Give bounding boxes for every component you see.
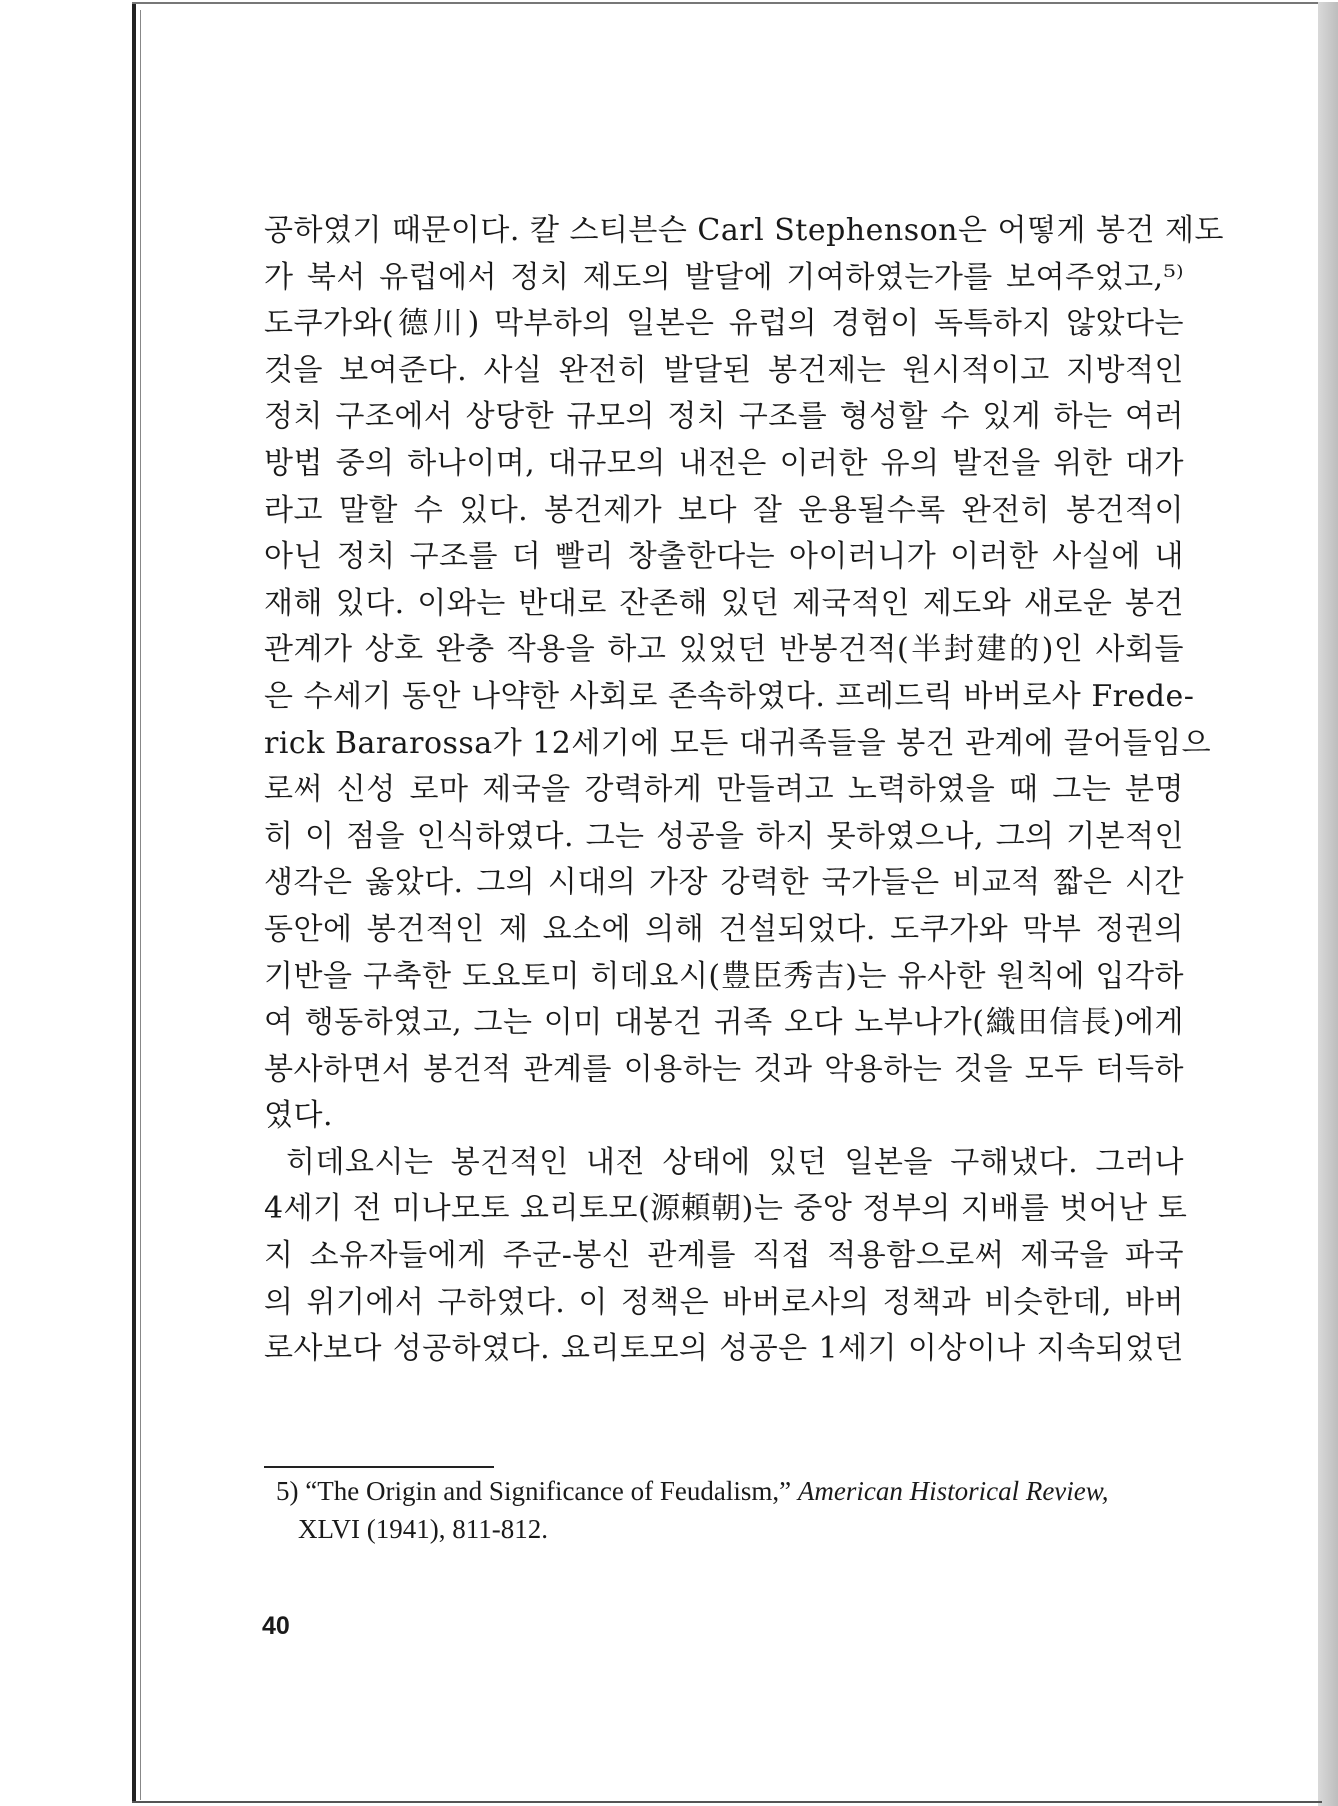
footnote-number: 5) — [276, 1476, 299, 1506]
body-line: 공하였기 때문이다. 칼 스티븐슨 Carl Stephenson은 어떻게 봉건 제도 — [264, 213, 1224, 248]
footnote-journal: American Historical Review, — [797, 1476, 1109, 1506]
body-line: 생각은 옳았다. 그의 시대의 가장 강력한 국가들은 비교적 짧은 시간 — [264, 865, 1184, 901]
body-line: 봉사하면서 봉건적 관계를 이용하는 것과 악용하는 것을 모두 터득하 — [264, 1051, 1184, 1087]
footnote — [276, 1472, 1184, 1548]
body-line: 4세기 전 미나모토 요리토모(源頼朝)는 중앙 정부의 지배를 벗어난 토 — [264, 1191, 1188, 1227]
body-line: 가 북서 유럽에서 정치 제도의 발달에 기여하였는가를 보여주었고,⁵⁾ — [264, 259, 1184, 295]
body-line: 은 수세기 동안 나약한 사회로 존속하였다. 프레드릭 바버로사 Frede- — [264, 678, 1195, 714]
body-line: 히 이 점을 인식하였다. 그는 성공을 하지 못하였으나, 그의 기본적인 — [264, 818, 1184, 854]
body-line: 여 행동하였고, 그는 이미 대봉건 귀족 오다 노부나가(織田信長)에게 — [264, 1005, 1184, 1041]
footnote-volume: XLVI (1941), 811-812. — [298, 1514, 548, 1544]
page-edge-left-inner — [140, 10, 141, 1800]
body-line: 재해 있다. 이와는 반대로 잔존해 있던 제국적인 제도와 새로운 봉건 — [264, 585, 1184, 621]
body-line: 도쿠가와(德川) 막부하의 일본은 유럽의 경험이 독특하지 않았다는 — [264, 306, 1184, 342]
page-edge-bottom — [132, 1801, 1322, 1803]
page-edge-right — [1318, 2, 1338, 1806]
page-edge-top — [132, 2, 1322, 4]
body-line: 방법 중의 하나이며, 대규모의 내전은 이러한 유의 발전을 위한 대가 — [264, 445, 1184, 481]
footnote-title: “The Origin and Significance of Feudalism,” — [305, 1476, 792, 1506]
page-number: 40 — [262, 1612, 290, 1640]
body-line: 로사보다 성공하였다. 요리토모의 성공은 1세기 이상이나 지속되었던 — [264, 1331, 1184, 1367]
body-line: 라고 말할 수 있다. 봉건제가 보다 잘 운용될수록 완전히 봉건적이 — [264, 492, 1184, 528]
body-line: 로써 신성 로마 제국을 강력하게 만들려고 노력하였을 때 그는 분명 — [264, 772, 1184, 808]
body-text — [264, 208, 1224, 1373]
footnote-line — [276, 1472, 1184, 1510]
body-line: 히데요시는 봉건적인 내전 상태에 있던 일본을 구해냈다. 그러나 — [286, 1144, 1184, 1180]
body-line: 관계가 상호 완충 작용을 하고 있었던 반봉건적(半封建的)인 사회들 — [264, 632, 1184, 668]
body-line: 아닌 정치 구조를 더 빨리 창출한다는 아이러니가 이러한 사실에 내 — [264, 539, 1184, 575]
body-line: 기반을 구축한 도요토미 히데요시(豊臣秀吉)는 유사한 원칙에 입각하 — [264, 958, 1184, 994]
body-line: 지 소유자들에게 주군-봉신 관계를 직접 적용함으로써 제국을 파국 — [264, 1238, 1184, 1274]
body-line: 였다. — [264, 1098, 333, 1134]
body-line: rick Bararossa가 12세기에 모든 대귀족들을 봉건 관계에 끌어들임으 — [264, 725, 1212, 761]
footnote-rule — [264, 1466, 494, 1468]
body-line: 동안에 봉건적인 제 요소에 의해 건설되었다. 도쿠가와 막부 정권의 — [264, 911, 1184, 947]
page-edge-left — [132, 4, 136, 1802]
body-line: 의 위기에서 구하였다. 이 정책은 바버로사의 정책과 비슷한데, 바버 — [264, 1284, 1184, 1320]
body-line: 정치 구조에서 상당한 규모의 정치 구조를 형성할 수 있게 하는 여러 — [264, 399, 1184, 435]
body-line: 것을 보여준다. 사실 완전히 발달된 봉건제는 원시적이고 지방적인 — [264, 352, 1184, 388]
